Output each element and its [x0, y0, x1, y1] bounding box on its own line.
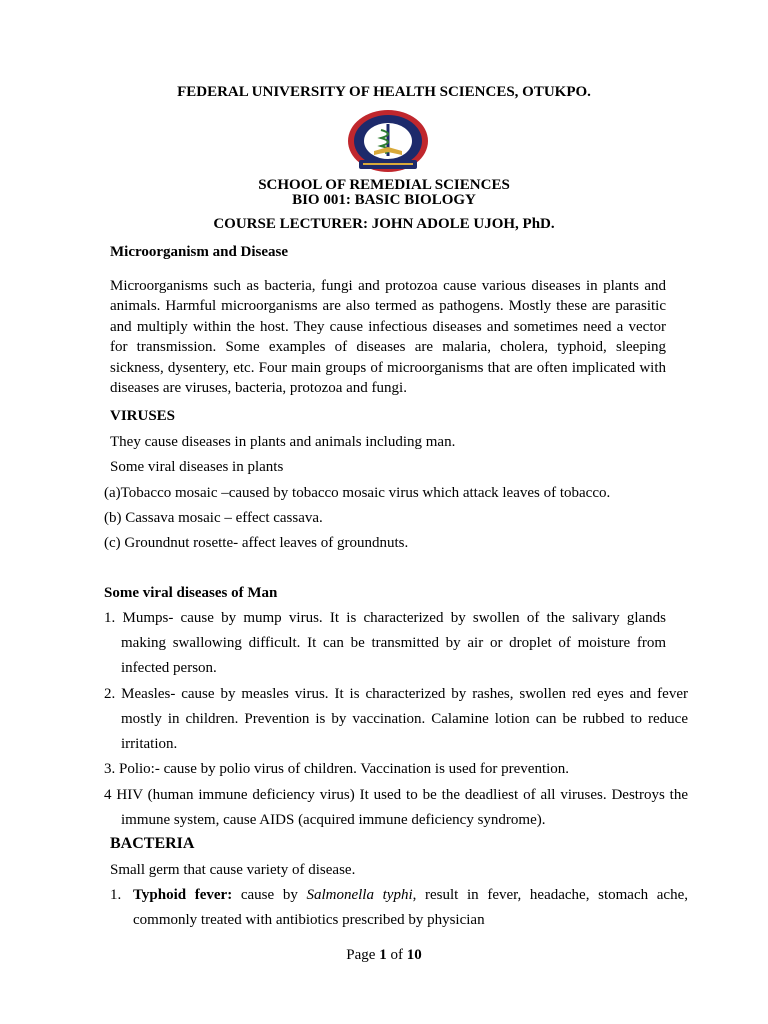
university-logo: [345, 108, 431, 176]
section-heading-microorganism: Microorganism and Disease: [110, 244, 289, 260]
salmonella-species: Salmonella typhi: [306, 887, 413, 903]
typhoid-symptoms-text: , result in fever, headache, stomach ache,: [412, 887, 688, 903]
bacteria-item-1-line-2: commonly treated with antibiotics prescribed by physician: [133, 912, 485, 928]
section-heading-viruses: VIRUSES: [110, 408, 176, 424]
man-item-2-line-1: 2. Measles- cause by measles virus. It is characterized by rashes, swollen red eyes and fever: [104, 686, 688, 702]
page-footer: [0, 947, 768, 964]
man-item-2-line-2: mostly in children. Prevention is by vaccination. Calamine lotion can be rubbed to reduce: [121, 711, 688, 727]
viruses-line-1: They cause diseases in plants and animals including man.: [110, 434, 456, 450]
school-name: SCHOOL OF REMEDIAL SCIENCES: [258, 177, 510, 193]
section-heading-viral-man: Some viral diseases of Man: [104, 585, 278, 601]
page-number: 1: [379, 947, 387, 963]
man-item-1-line-1: 1. Mumps- cause by mump virus. It is characterized by swollen of the salivary glands: [104, 610, 666, 626]
of-word: of: [386, 947, 407, 963]
man-item-3: 3. Polio:- cause by polio virus of children. Vaccination is used for prevention.: [104, 761, 570, 777]
viruses-line-2: Some viral diseases in plants: [110, 459, 284, 475]
typhoid-cause-text: cause by: [232, 887, 307, 903]
plant-disease-c: (c) Groundnut rosette- affect leaves of groundnuts.: [104, 535, 409, 551]
bacteria-line-1: Small germ that cause variety of disease.: [110, 862, 356, 878]
man-item-1-line-2: making swallowing difficult. It can be transmitted by air or droplet of moisture from: [121, 635, 666, 651]
section-heading-bacteria: BACTERIA: [110, 835, 195, 852]
course-lecturer: COURSE LECTURER: JOHN ADOLE UJOH, PhD.: [213, 216, 555, 232]
intro-paragraph: Microorganisms such as bacteria, fungi and protozoa cause various diseases in plants and animals. Harmful microorganisms are also termed as pathogens. Mostly these are parasitic and multiply within the host. They cause infectious diseases and sometimes need a vector for transmission. Some examples of diseases are malaria, cholera, typhoid, sleeping sickness, dysentery, etc. Four main groups of microorganisms that are often implicated with diseases are viruses, bacteria, protozoa and fungi.: [110, 278, 666, 397]
university-title: FEDERAL UNIVERSITY OF HEALTH SCIENCES, OTUKPO.: [177, 84, 591, 100]
bacteria-item-1-line-1: [133, 887, 688, 904]
plant-disease-b: (b) Cassava mosaic – effect cassava.: [104, 510, 323, 526]
bacteria-item-1-number: 1.: [110, 887, 122, 903]
man-item-4-line-2: immune system, cause AIDS (acquired immune deficiency syndrome).: [121, 812, 546, 828]
man-item-4-line-1: 4 HIV (human immune deficiency virus) It used to be the deadliest of all viruses. Destroys the: [104, 787, 688, 803]
typhoid-term: Typhoid fever:: [133, 887, 233, 903]
plant-disease-a: (a)Tobacco mosaic –caused by tobacco mosaic virus which attack leaves of tobacco.: [104, 485, 611, 501]
page-word: Page: [346, 947, 380, 963]
course-title: BIO 001: BASIC BIOLOGY: [292, 192, 476, 208]
man-item-2-line-3: irritation.: [121, 736, 178, 752]
page-total: 10: [406, 947, 422, 963]
man-item-1-line-3: infected person.: [121, 660, 217, 676]
